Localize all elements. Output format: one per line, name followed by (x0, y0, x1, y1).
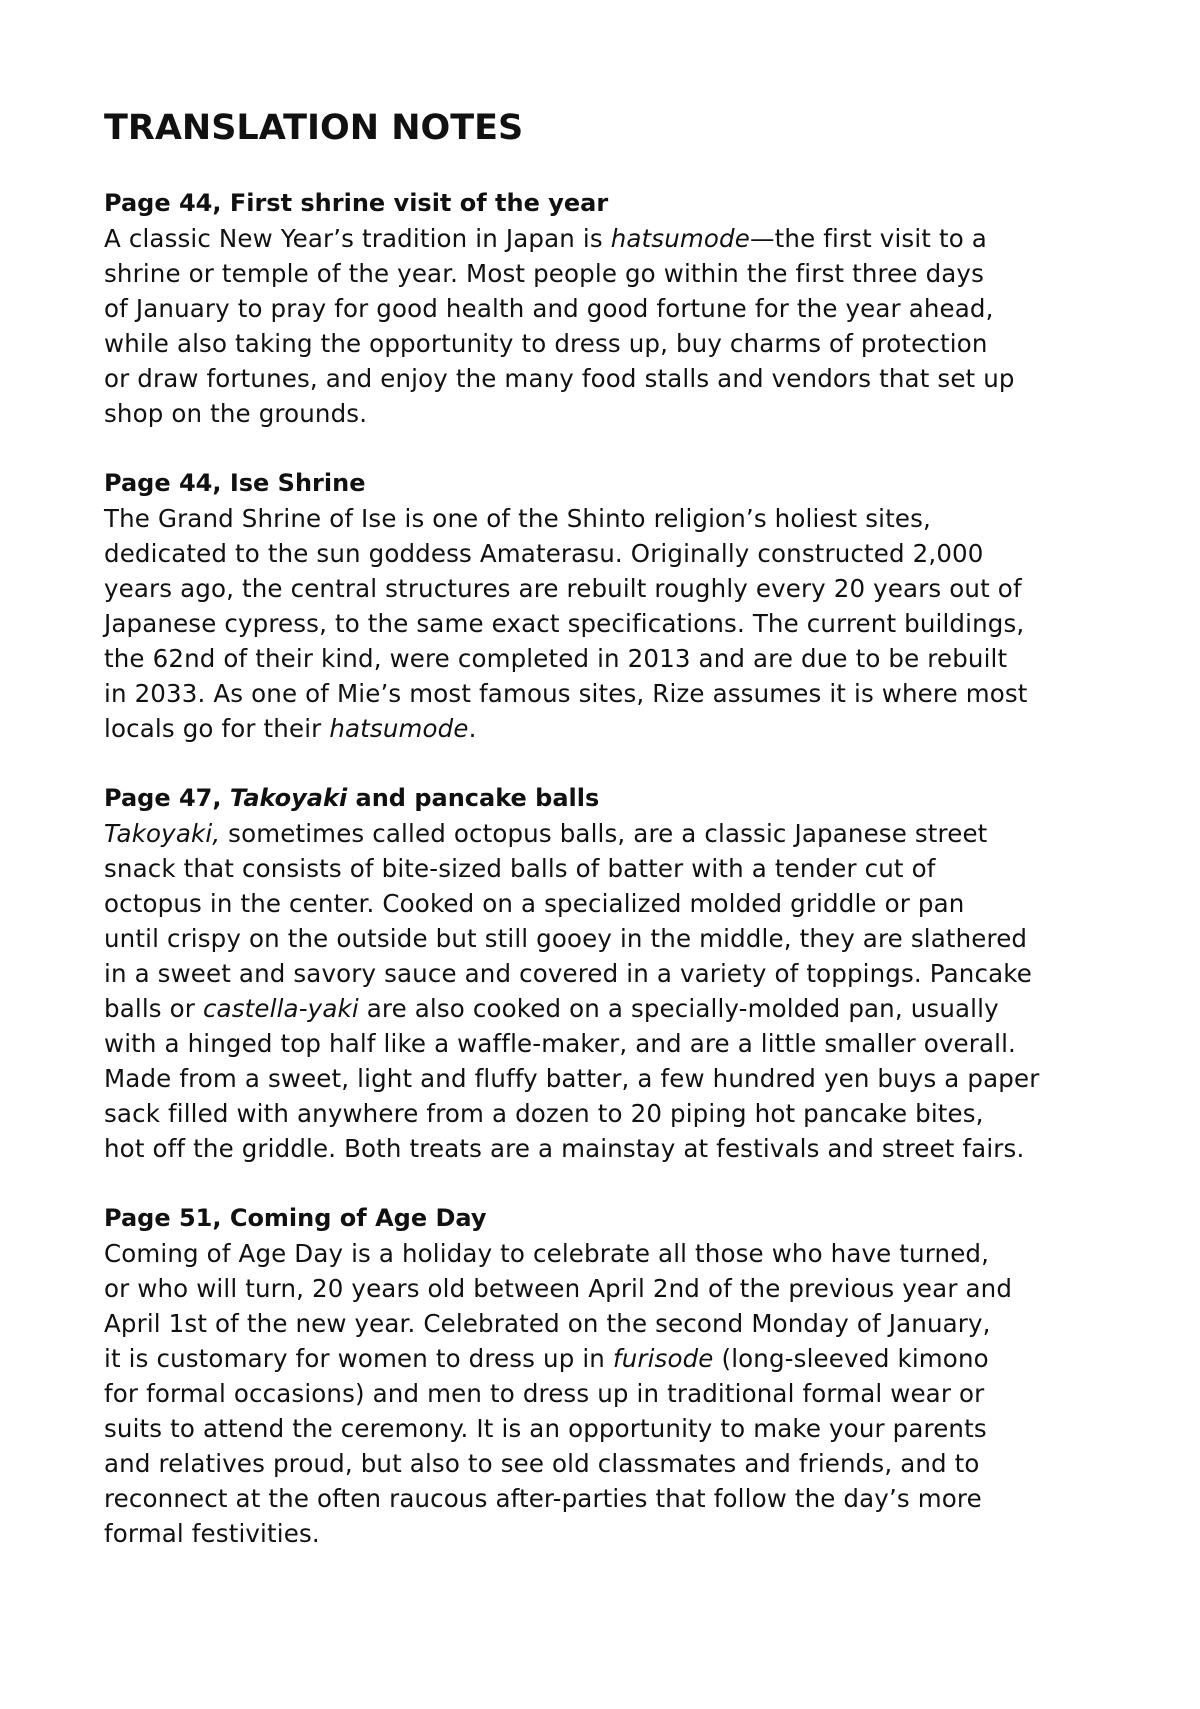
note-body-line (104, 1026, 1104, 1061)
notes-list (104, 186, 1104, 1551)
italic-term: hatsumode (329, 714, 469, 743)
body-text: while also taking the opportunity to dress up, buy charms of protection (104, 329, 988, 358)
note-body-line (104, 1096, 1104, 1131)
note-body-line (104, 1411, 1104, 1446)
note-body-line (104, 711, 1104, 746)
body-text: or who will turn, 20 years old between April 2nd of the previous year and (104, 1274, 1013, 1303)
note-body-line (104, 256, 1104, 291)
note-body-line (104, 1376, 1104, 1411)
body-text: dedicated to the sun goddess Amaterasu. Originally constructed 2,000 (104, 539, 984, 568)
body-text: with a hinged top half like a waffle-maker, and are a little smaller overall. (104, 1029, 1016, 1058)
note-body-line (104, 1516, 1104, 1551)
italic-term: castella-yaki (202, 994, 359, 1023)
body-text: (long-sleeved kimono (713, 1344, 989, 1373)
body-text: reconnect at the often raucous after-parties that follow the day’s more (104, 1484, 982, 1513)
note-heading (104, 186, 1104, 221)
note-heading-text: Page 44, Ise Shrine (104, 469, 366, 497)
note-body-line (104, 816, 1104, 851)
body-text: shrine or temple of the year. Most people go within the first three days (104, 259, 984, 288)
note-heading-italic-term: Takoyaki (229, 784, 348, 812)
note-body-line (104, 886, 1104, 921)
note-body-line (104, 501, 1104, 536)
note-body (104, 816, 1104, 1166)
note-section (104, 186, 1104, 431)
body-text: sometimes called octopus balls, are a classic Japanese street (220, 819, 988, 848)
translation-notes-page (104, 104, 1104, 1586)
note-body (104, 1236, 1104, 1551)
note-body-line (104, 676, 1104, 711)
body-text: sack filled with anywhere from a dozen to 20 piping hot pancake bites, (104, 1099, 984, 1128)
body-text: years ago, the central structures are rebuilt roughly every 20 years out of (104, 574, 1022, 603)
body-text: A classic New Year’s tradition in Japan is (104, 224, 611, 253)
note-body-line (104, 361, 1104, 396)
body-text: suits to attend the ceremony. It is an opportunity to make your parents (104, 1414, 987, 1443)
note-heading (104, 466, 1104, 501)
body-text: in 2033. As one of Mie’s most famous sites, Rize assumes it is where most (104, 679, 1028, 708)
body-text: are also cooked on a specially-molded pan, usually (358, 994, 999, 1023)
note-body-line (104, 536, 1104, 571)
note-body-line (104, 1341, 1104, 1376)
note-heading (104, 781, 1104, 816)
body-text: in a sweet and savory sauce and covered in a variety of toppings. Pancake (104, 959, 1032, 988)
note-heading (104, 1201, 1104, 1236)
body-text: Japanese cypress, to the same exact specifications. The current buildings, (104, 609, 1025, 638)
italic-term: furisode (612, 1344, 714, 1373)
note-section (104, 466, 1104, 746)
note-section (104, 1201, 1104, 1551)
body-text: of January to pray for good health and good fortune for the year ahead, (104, 294, 994, 323)
body-text: octopus in the center. Cooked on a specialized molded griddle or pan (104, 889, 965, 918)
note-heading-text: Page 51, Coming of Age Day (104, 1204, 487, 1232)
body-text: locals go for their (104, 714, 330, 743)
note-body-line (104, 851, 1104, 886)
body-text: April 1st of the new year. Celebrated on the second Monday of January, (104, 1309, 991, 1338)
body-text: for formal occasions) and men to dress up in traditional formal wear or (104, 1379, 985, 1408)
body-text: the 62nd of their kind, were completed in 2013 and are due to be rebuilt (104, 644, 1008, 673)
note-body-line (104, 956, 1104, 991)
note-body-line (104, 1061, 1104, 1096)
note-heading-text: and pancake balls (347, 784, 600, 812)
italic-term: Takoyaki, (104, 819, 221, 848)
note-body (104, 501, 1104, 746)
note-body-line (104, 571, 1104, 606)
note-heading-text: Page 44, First shrine visit of the year (104, 189, 609, 217)
note-body-line (104, 1446, 1104, 1481)
body-text: —the first visit to a (749, 224, 987, 253)
body-text: until crispy on the outside but still gooey in the middle, they are slathered (104, 924, 1028, 953)
body-text: it is customary for women to dress up in (104, 1344, 613, 1373)
body-text: Coming of Age Day is a holiday to celebrate all those who have turned, (104, 1239, 990, 1268)
note-body-line (104, 1306, 1104, 1341)
note-body-line (104, 1481, 1104, 1516)
note-body-line (104, 641, 1104, 676)
body-text: balls or (104, 994, 203, 1023)
note-body-line (104, 921, 1104, 956)
note-body-line (104, 1271, 1104, 1306)
note-body-line (104, 291, 1104, 326)
note-body-line (104, 326, 1104, 361)
body-text: Made from a sweet, light and fluffy batter, a few hundred yen buys a paper (104, 1064, 1040, 1093)
body-text: The Grand Shrine of Ise is one of the Shinto religion’s holiest sites, (104, 504, 931, 533)
body-text: shop on the grounds. (104, 399, 368, 428)
note-body-line (104, 221, 1104, 256)
note-body-line (104, 1131, 1104, 1166)
body-text: hot off the griddle. Both treats are a mainstay at festivals and street fairs. (104, 1134, 1025, 1163)
body-text: snack that consists of bite-sized balls of batter with a tender cut of (104, 854, 936, 883)
note-body (104, 221, 1104, 431)
note-body-line (104, 606, 1104, 641)
note-body-line (104, 991, 1104, 1026)
note-heading-text: Page 47, (104, 784, 230, 812)
body-text: and relatives proud, but also to see old classmates and friends, and to (104, 1449, 980, 1478)
body-text: or draw fortunes, and enjoy the many food stalls and vendors that set up (104, 364, 1015, 393)
note-body-line (104, 396, 1104, 431)
page-title: TRANSLATION NOTES (104, 108, 524, 148)
italic-term: hatsumode (610, 224, 750, 253)
note-body-line (104, 1236, 1104, 1271)
body-text: . (468, 714, 477, 743)
note-section (104, 781, 1104, 1166)
body-text: formal festivities. (104, 1519, 320, 1548)
